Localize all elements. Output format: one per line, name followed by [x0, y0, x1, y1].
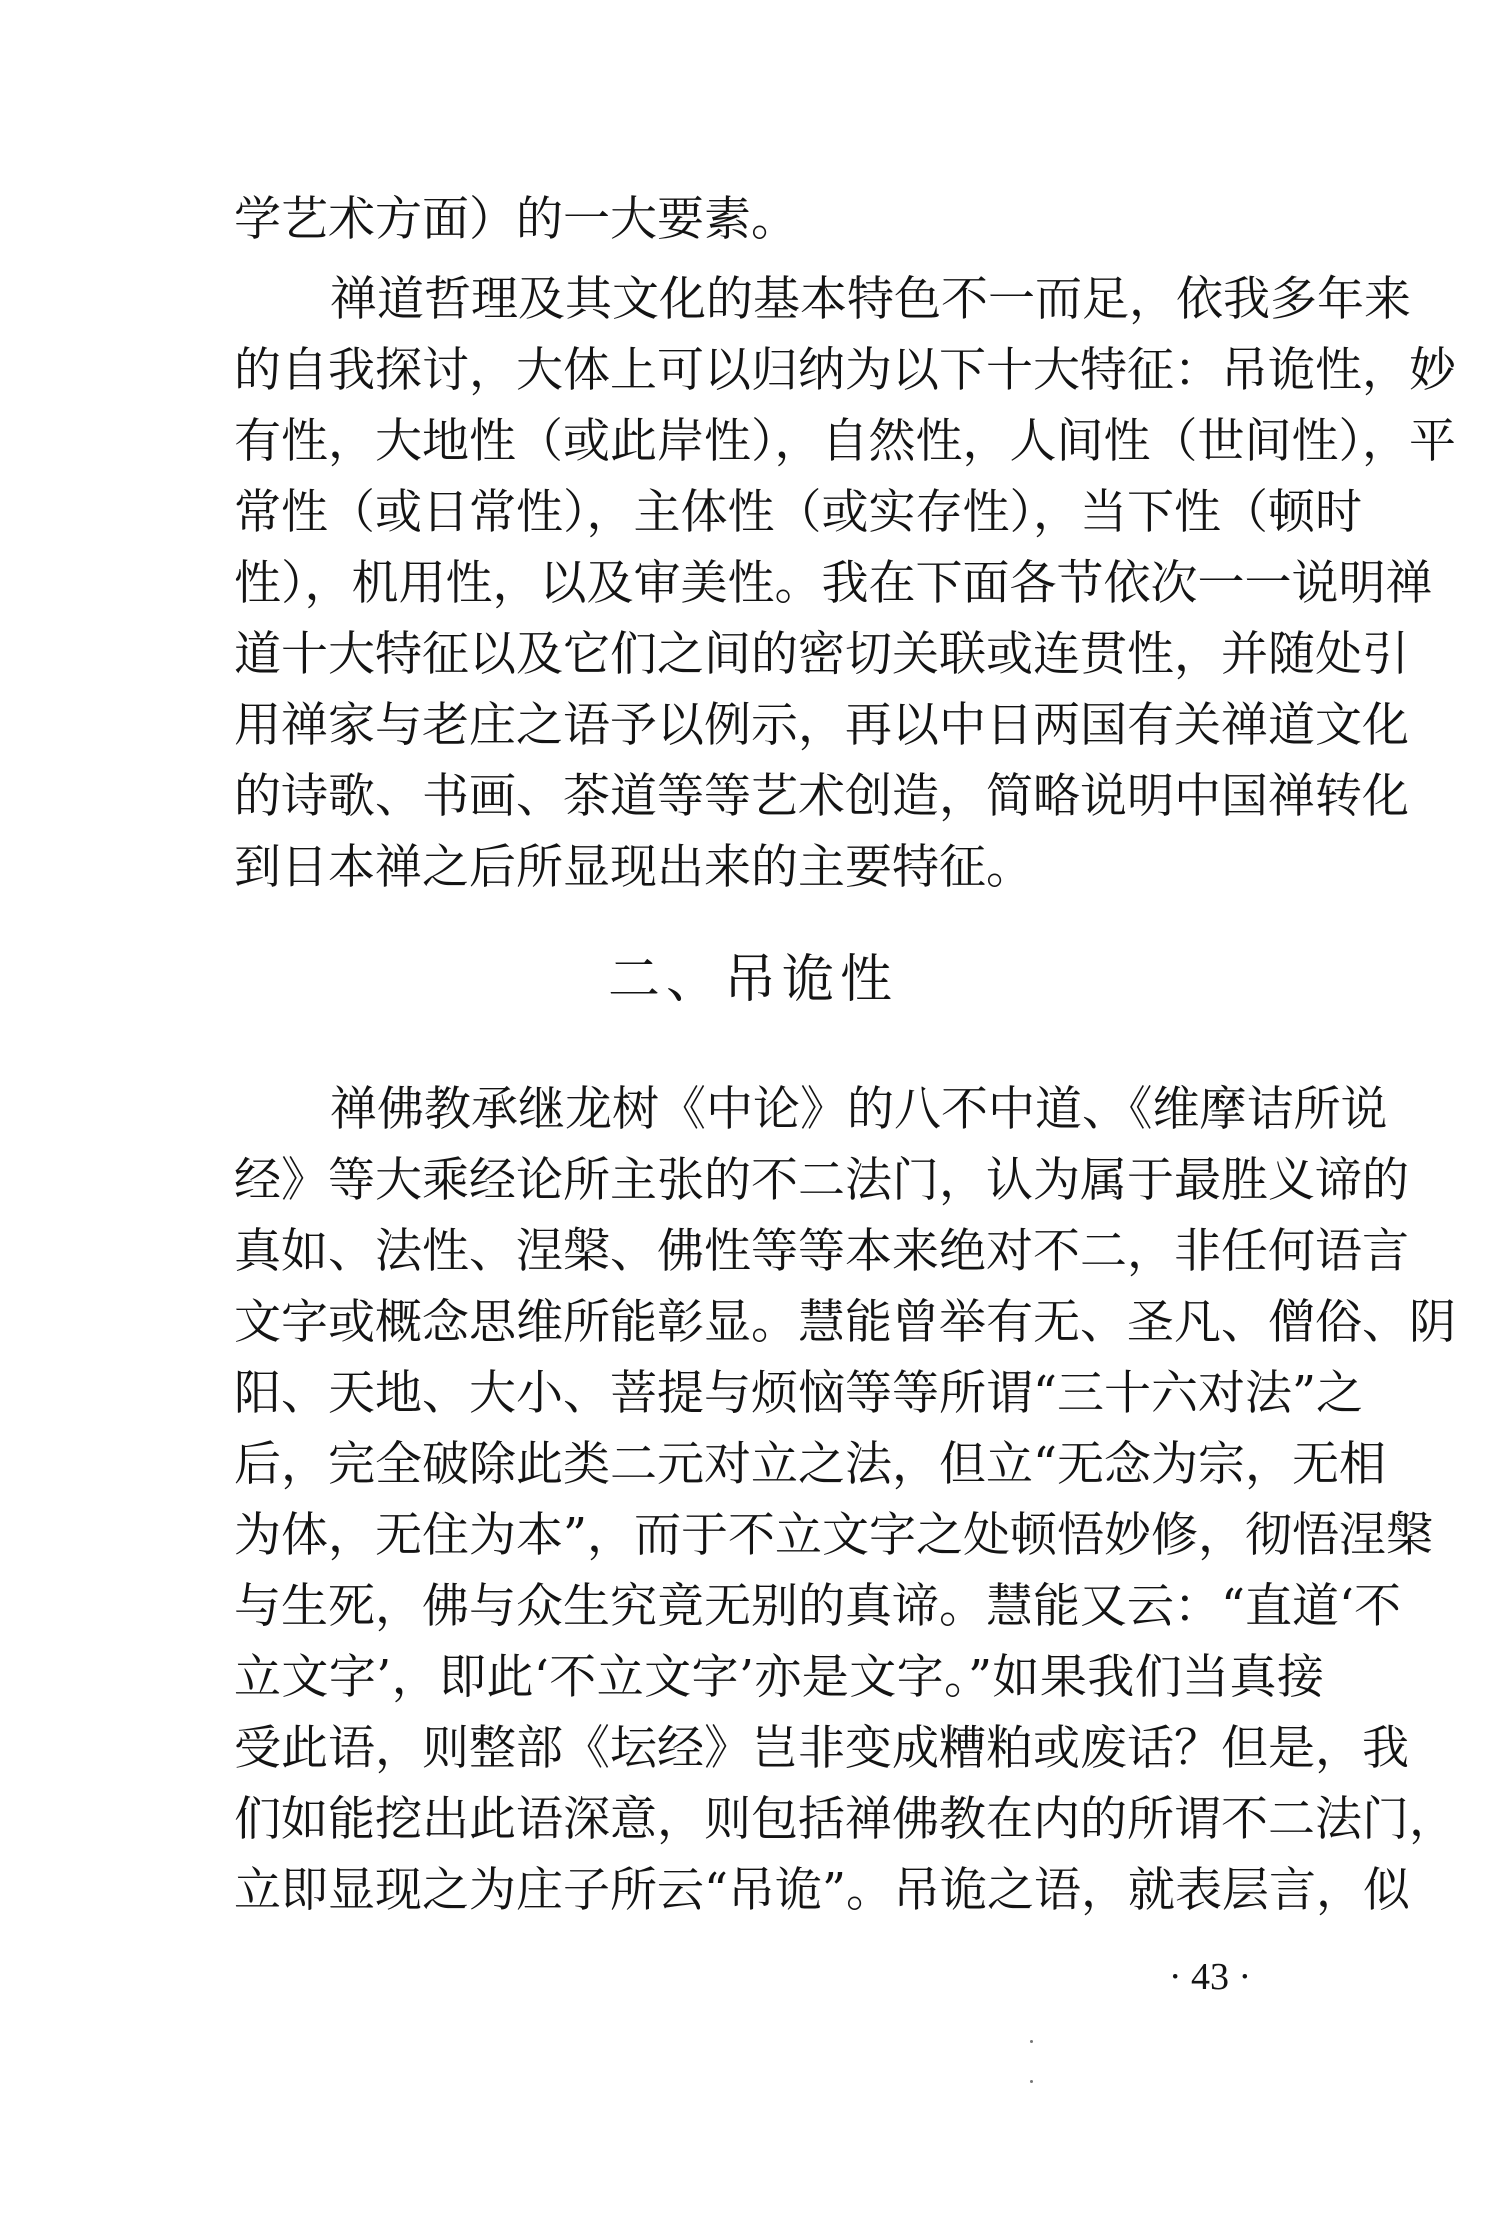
text-line: 禅佛教承继龙树《中论》的八不中道、《维摩诘所说: [330, 1082, 1388, 1137]
text-line: 的自我探讨，大体上可以归纳为以下十大特征：吊诡性，妙: [234, 343, 1456, 398]
text-line: 用禅家与老庄之语予以例示，再以中日两国有关禅道文化: [234, 698, 1409, 753]
text-line: 文字或概念思维所能彰显。慧能曾举有无、圣凡、僧俗、阴: [234, 1295, 1456, 1350]
text-line: 性），机用性，以及审美性。我在下面各节依次一一说明禅: [234, 556, 1433, 611]
text-line: 常性（或日常性），主体性（或实存性），当下性（顿时: [234, 485, 1362, 540]
section-heading: 二、吊诡性: [607, 950, 898, 1010]
text-line: 们如能挖出此语深意，则包括禅佛教在内的所谓不二法门，: [234, 1792, 1456, 1847]
text-line: 阳、天地、大小、菩提与烦恼等等所谓“三十六对法”之: [234, 1366, 1364, 1421]
text-line: 道十大特征以及它们之间的密切关联或连贯性，并随处引: [234, 627, 1409, 682]
page-number: · 43 ·: [1168, 1956, 1252, 1998]
text-line: 禅道哲理及其文化的基本特色不一而足，依我多年来: [330, 272, 1411, 327]
text-line: 与生死，佛与众生究竟无别的真谛。慧能又云：“直道‘不: [234, 1579, 1401, 1634]
text-line: 为体，无住为本”，而于不立文字之处顿悟妙修，彻悟涅槃: [234, 1508, 1434, 1563]
scan-speck: [1030, 2040, 1033, 2043]
text-line: 真如、法性、涅槃、佛性等等本来绝对不二，非任何语言: [234, 1224, 1409, 1279]
text-line: 的诗歌、书画、茶道等等艺术创造，简略说明中国禅转化: [234, 769, 1409, 824]
text-line: 立即显现之为庄子所云“吊诡”。吊诡之语，就表层言，似: [234, 1863, 1411, 1918]
text-line: 经》等大乘经论所主张的不二法门，认为属于最胜义谛的: [234, 1153, 1409, 1208]
text-line: 受此语，则整部《坛经》岂非变成糟粕或废话？但是，我: [234, 1721, 1409, 1776]
text-line: 到日本禅之后所显现出来的主要特征。: [234, 840, 1033, 895]
text-line: 后，完全破除此类二元对立之法，但立“无念为宗，无相: [234, 1437, 1387, 1492]
text-line: 学艺术方面）的一大要素。: [234, 192, 798, 247]
text-line: 立文字’，即此‘不立文字’亦是文字。”如果我们当真接: [234, 1650, 1324, 1705]
text-line: 有性，大地性（或此岸性），自然性，人间性（世间性），平: [234, 414, 1456, 469]
scan-speck: [1030, 2080, 1033, 2083]
